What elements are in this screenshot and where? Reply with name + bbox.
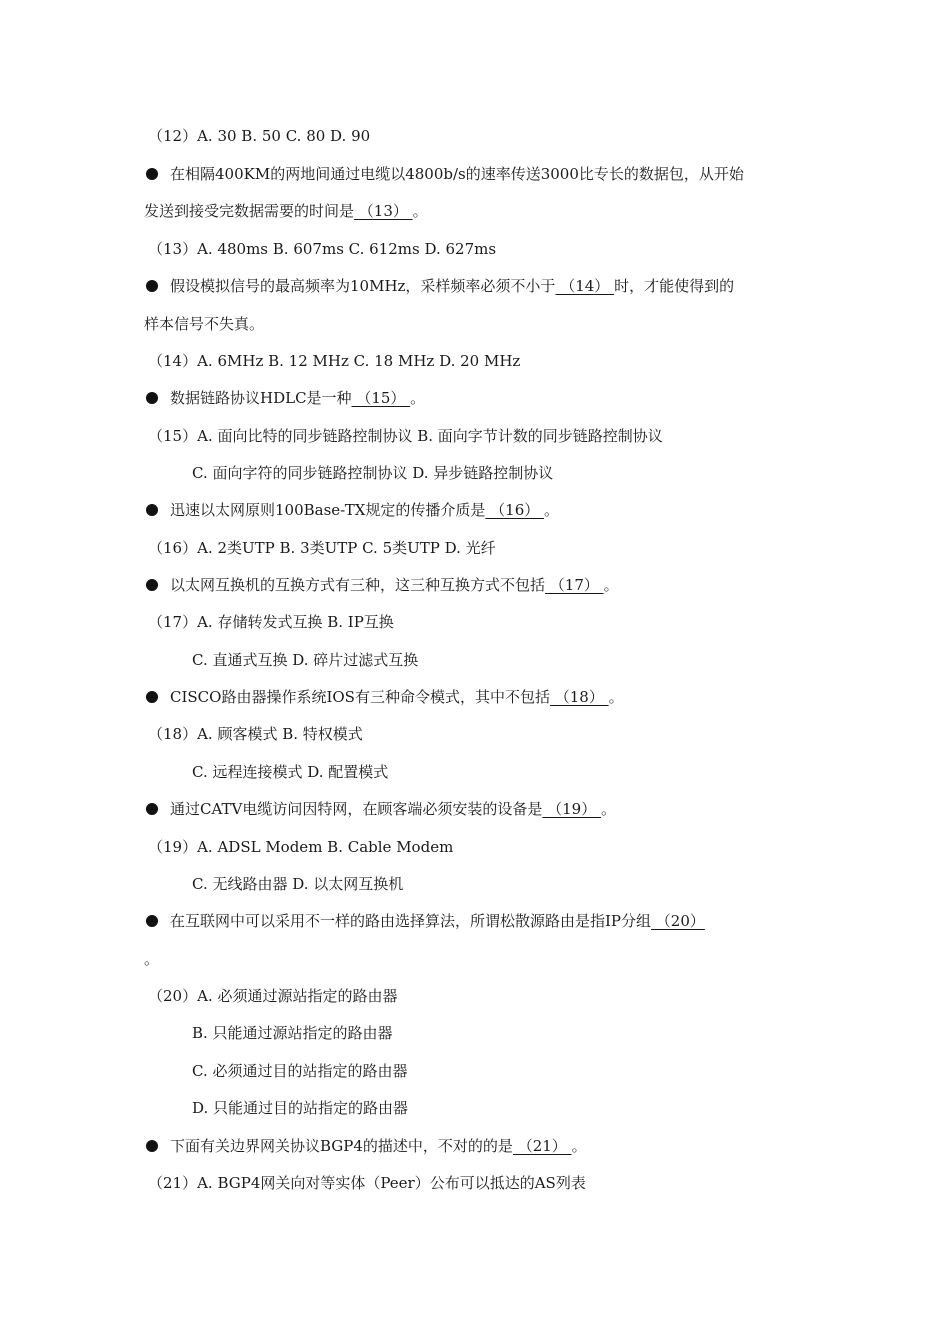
options-line: （12）A. 30 B. 50 C. 80 D. 90	[148, 127, 371, 145]
question-continuation: 样本信号不失真。	[144, 315, 265, 333]
options-line-indented: B. 只能通过源站指定的路由器	[192, 1024, 393, 1042]
question-line: 数据链路协议HDLC是一种 （15） 。	[146, 388, 425, 408]
options-line-indented: C. 直通式互换 D. 碎片过滤式互换	[192, 651, 419, 669]
bullet-icon	[146, 168, 158, 180]
options-line: （16）A. 2类UTP B. 3类UTP C. 5类UTP D. 光纤	[148, 539, 496, 557]
bullet-icon	[146, 1140, 158, 1152]
answer-blank: （20）	[651, 912, 705, 930]
options-line-indented: C. 必须通过目的站指定的路由器	[192, 1062, 408, 1080]
options-line: （13）A. 480ms B. 607ms C. 612ms D. 627ms	[148, 240, 497, 258]
question-line: 通过CATV电缆访问因特网，在顾客端必须安装的设备是 （19） 。	[146, 799, 616, 819]
question-line: 假设模拟信号的最高频率为10MHz，采样频率必须不小于 （14） 时，才能使得到的	[146, 276, 734, 296]
question-line: 以太网互换机的互换方式有三种，这三种互换方式不包括 （17） 。	[146, 575, 619, 595]
options-line-indented: C. 面向字符的同步链路控制协议 D. 异步链路控制协议	[192, 464, 554, 482]
answer-blank: （14）	[555, 277, 615, 295]
question-line: 下面有关边界网关协议BGP4的描述中，不对的的是 （21） 。	[146, 1136, 587, 1156]
bullet-icon	[146, 392, 158, 404]
bullet-icon	[146, 691, 158, 703]
answer-blank: （17）	[545, 576, 604, 594]
options-line: （21）A. BGP4网关向对等实体（Peer）公布可以抵达的AS列表	[148, 1174, 586, 1192]
bullet-icon	[146, 579, 158, 591]
bullet-icon	[146, 915, 158, 927]
options-line: （14）A. 6MHz B. 12 MHz C. 18 MHz D. 20 MHz	[148, 352, 521, 370]
answer-blank: （13）	[354, 202, 413, 220]
options-line: （19）A. ADSL Modem B. Cable Modem	[148, 838, 454, 856]
question-continuation: 。	[144, 950, 160, 968]
question-line: 迅速以太网原则100Base-TX规定的传播介质是 （16） 。	[146, 500, 559, 520]
question-line: CISCO路由器操作系统IOS有三种命令模式，其中不包括 （18） 。	[146, 687, 624, 707]
bullet-icon	[146, 280, 158, 292]
options-line: （15）A. 面向比特的同步链路控制协议 B. 面向字节计数的同步链路控制协议	[148, 427, 663, 445]
options-line-indented: C. 无线路由器 D. 以太网互换机	[192, 875, 404, 893]
bullet-icon	[146, 504, 158, 516]
answer-blank: （16）	[485, 501, 545, 519]
question-continuation: 发送到接受完数据需要的时间是 （13） 。	[144, 202, 428, 220]
answer-blank: （19）	[542, 800, 601, 818]
question-line: 在相隔400KM的两地间通过电缆以4800b/s的速率传送3000比专长的数据包，从开始	[146, 164, 744, 184]
answer-blank: （18）	[549, 688, 609, 706]
options-line-indented: D. 只能通过目的站指定的路由器	[192, 1099, 409, 1117]
bullet-icon	[146, 803, 158, 815]
options-line: （18）A. 顾客模式 B. 特权模式	[148, 725, 363, 743]
options-line: （20）A. 必须通过源站指定的路由器	[148, 987, 398, 1005]
options-line: （17）A. 存储转发式互换 B. IP互换	[148, 613, 394, 631]
answer-blank: （21）	[512, 1137, 572, 1155]
answer-blank: （15）	[351, 389, 411, 407]
options-line-indented: C. 远程连接模式 D. 配置模式	[192, 763, 389, 781]
question-line: 在互联网中可以采用不一样的路由选择算法，所谓松散源路由是指IP分组 （20）	[146, 911, 705, 931]
